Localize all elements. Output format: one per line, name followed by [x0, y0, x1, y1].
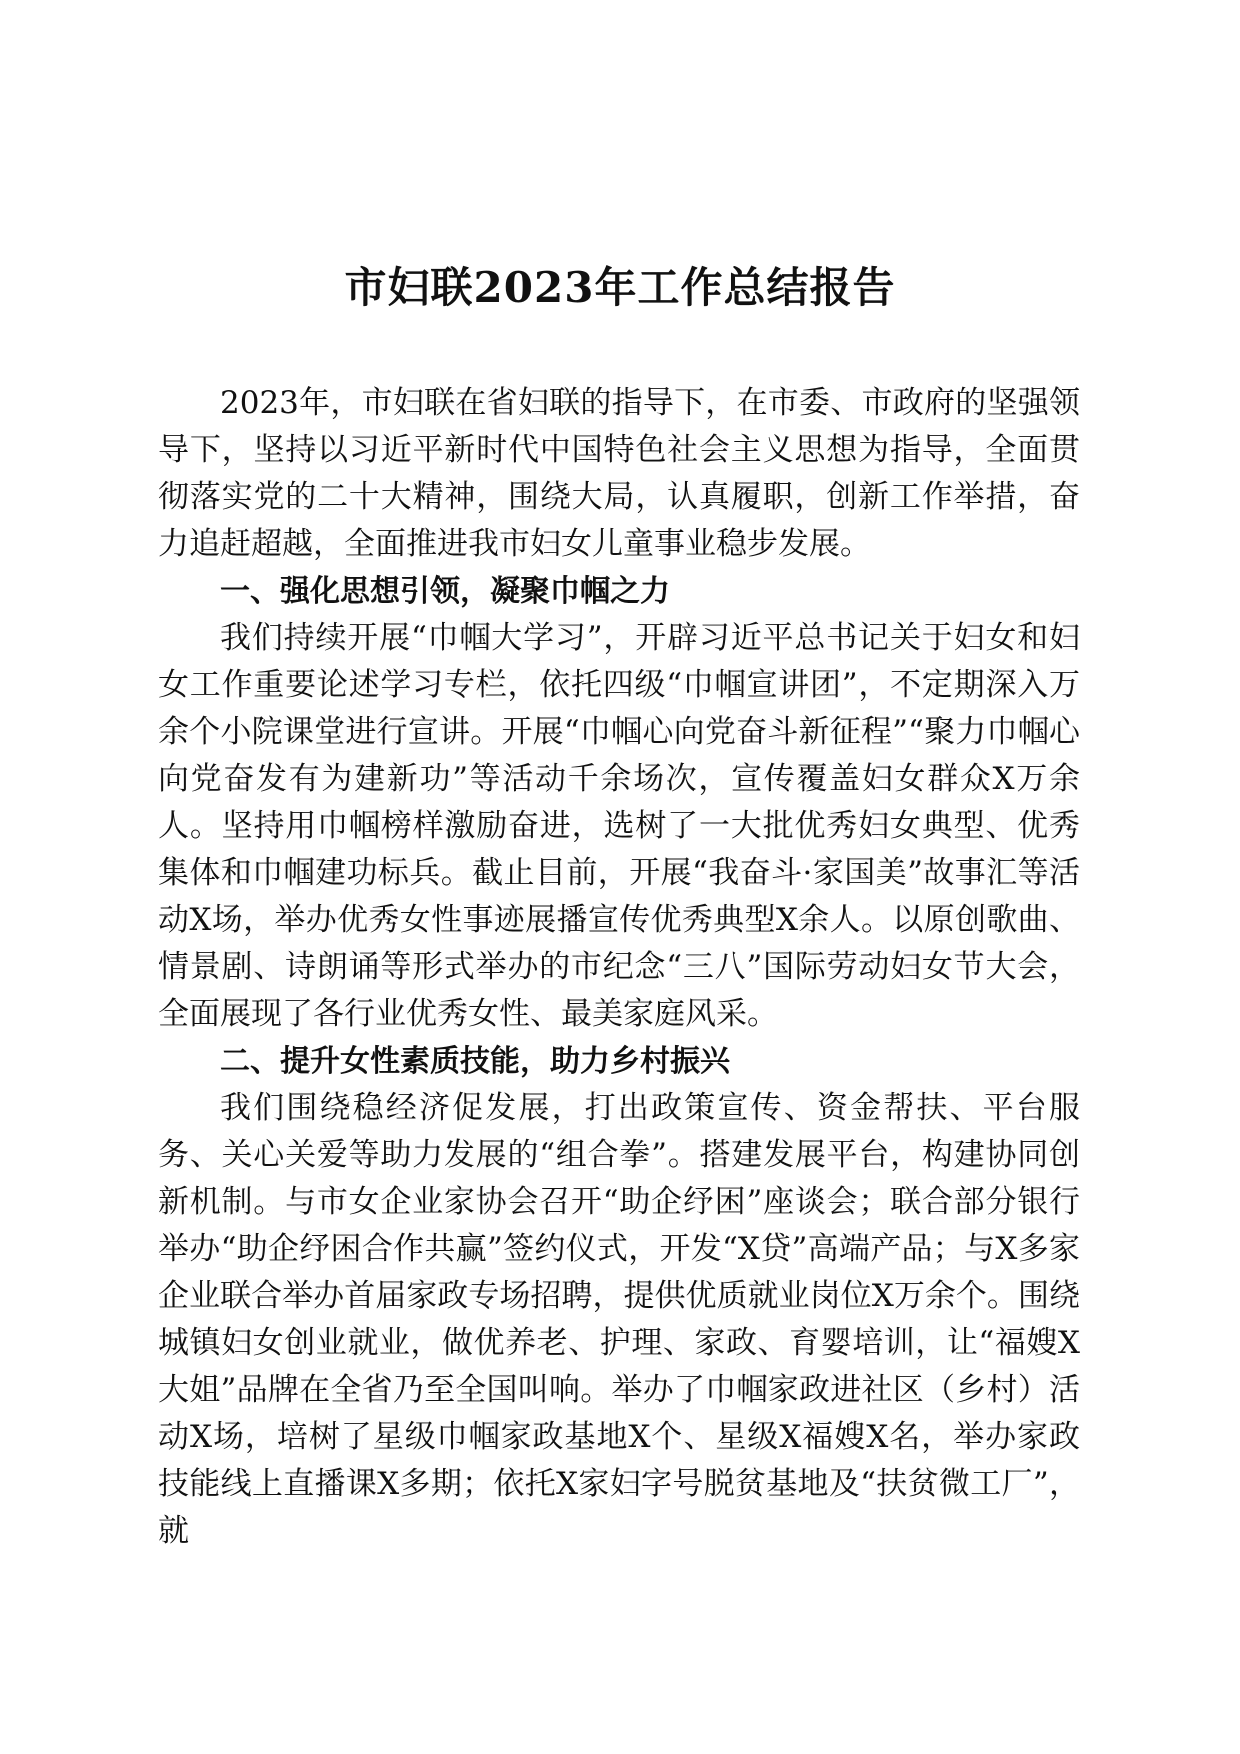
intro-paragraph: 2023年，市妇联在省妇联的指导下，在市委、市政府的坚强领导下，坚持以习近平新时代中国特色社会主义思想为指导，全面贯彻落实党的二十大精神，围绕大局，认真履职，创新工作举措，奋力追赶超越，全面推进我市妇女儿童事业稳步发展。 — [158, 385, 1080, 562]
section-heading-1: 一、强化思想引领，凝聚巾帼之力 — [220, 574, 670, 609]
section-paragraph-2: 我们围绕稳经济促发展，打出政策宣传、资金帮扶、平台服务、关心关爱等助力发展的“组合拳”。搭建发展平台，构建协同创新机制。与市女企业家协会召开“助企纾困”座谈会；联合部分银行举办“助企纾困合作共赢”签约仪式，开发“X贷”高端产品；与X多家企业联合举办首届家政专场招聘，提供优质就业岗位X万余个。围绕城镇妇女创业就业，做优养老、护理、家政、育婴培训，让“福嫂X大姐”品牌在全省乃至全国叫响。举办了巾帼家政进社区（乡村）活动X场，培树了星级巾帼家政基地X个、星级X福嫂X名，举办家政技能线上直播课X多期；依托X家妇字号脱贫基地及“扶贫微工厂”，就 — [158, 1090, 1080, 1549]
section-heading-2: 二、提升女性素质技能，助力乡村振兴 — [220, 1044, 730, 1079]
section-paragraph-1: 我们持续开展“巾帼大学习”，开辟习近平总书记关于妇女和妇女工作重要论述学习专栏，依托四级“巾帼宣讲团”，不定期深入万余个小院课堂进行宣讲。开展“巾帼心向党奋斗新征程”“聚力巾帼心向党奋发有为建新功”等活动千余场次，宣传覆盖妇女群众X万余人。坚持用巾帼榜样激励奋进，选树了一大批优秀妇女典型、优秀集体和巾帼建功标兵。截止目前，开展“我奋斗·家国美”故事汇等活动X场，举办优秀女性事迹展播宣传优秀典型X余人。以原创歌曲、情景剧、诗朗诵等形式举办的市纪念“三八”国际劳动妇女节大会，全面展现了各行业优秀女性、最美家庭风采。 — [158, 620, 1080, 1032]
document-title: 市妇联2023年工作总结报告 — [344, 263, 896, 312]
document-body — [158, 380, 1080, 1555]
